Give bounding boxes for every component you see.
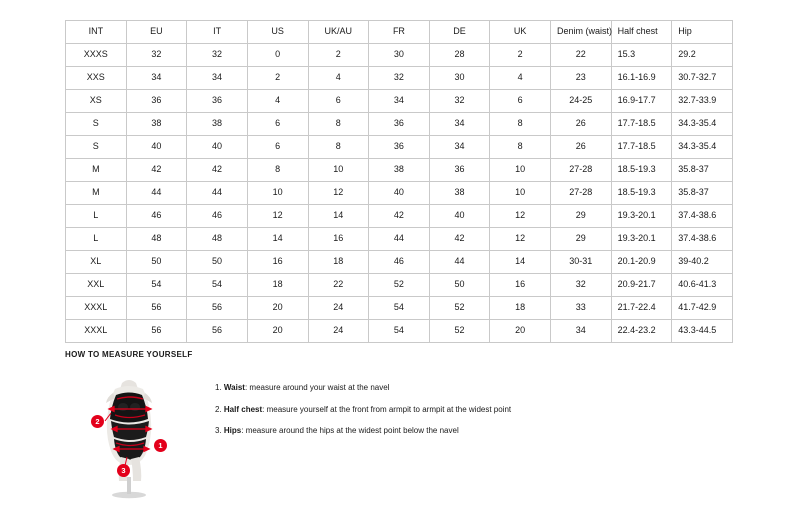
measure-instructions — [215, 369, 511, 448]
cell-uk-au: 22 — [308, 274, 369, 297]
cell-hip: 37.4-38.6 — [672, 205, 733, 228]
cell-de: 34 — [429, 136, 490, 159]
table-header — [66, 21, 733, 44]
cell-half-chest: 19.3-20.1 — [611, 205, 672, 228]
column-header-half-chest: Half chest — [611, 21, 672, 44]
cell-denim-waist: 23 — [551, 67, 612, 90]
cell-half-chest: 15.3 — [611, 44, 672, 67]
cell-hip: 35.8-37 — [672, 159, 733, 182]
cell-eu: 46 — [126, 205, 187, 228]
cell-denim-waist: 32 — [551, 274, 612, 297]
cell-it: 46 — [187, 205, 248, 228]
cell-de: 30 — [429, 67, 490, 90]
cell-eu: 44 — [126, 182, 187, 205]
cell-denim-waist: 24-25 — [551, 90, 612, 113]
cell-uk: 16 — [490, 274, 551, 297]
table-row — [66, 90, 733, 113]
callout-badge-3: 3 — [117, 464, 130, 477]
cell-uk-au: 24 — [308, 297, 369, 320]
cell-it: 32 — [187, 44, 248, 67]
cell-uk: 14 — [490, 251, 551, 274]
table-row — [66, 274, 733, 297]
cell-hip: 34.3-35.4 — [672, 113, 733, 136]
instruction-hips — [215, 426, 511, 436]
table-row — [66, 205, 733, 228]
cell-de: 42 — [429, 228, 490, 251]
cell-de: 44 — [429, 251, 490, 274]
cell-uk-au: 16 — [308, 228, 369, 251]
cell-hip: 35.8-37 — [672, 182, 733, 205]
cell-uk: 4 — [490, 67, 551, 90]
instruction-waist-text: : measure around your waist at the navel — [244, 383, 390, 392]
cell-us: 20 — [247, 297, 308, 320]
cell-half-chest: 22.4-23.2 — [611, 320, 672, 343]
cell-denim-waist: 34 — [551, 320, 612, 343]
cell-it: 34 — [187, 67, 248, 90]
cell-uk-au: 8 — [308, 113, 369, 136]
cell-de: 32 — [429, 90, 490, 113]
cell-it: 50 — [187, 251, 248, 274]
cell-eu: 56 — [126, 297, 187, 320]
column-header-denim-waist: Denim (waist) — [551, 21, 612, 44]
how-to-measure-section — [65, 350, 765, 499]
cell-denim-waist: 30-31 — [551, 251, 612, 274]
cell-uk: 10 — [490, 182, 551, 205]
table-header-row — [66, 21, 733, 44]
cell-half-chest: 17.7-18.5 — [611, 113, 672, 136]
how-to-measure-body — [65, 369, 765, 499]
cell-it: 44 — [187, 182, 248, 205]
cell-it: 40 — [187, 136, 248, 159]
cell-uk-au: 10 — [308, 159, 369, 182]
cell-uk-au: 6 — [308, 90, 369, 113]
cell-it: 56 — [187, 297, 248, 320]
cell-us: 0 — [247, 44, 308, 67]
cell-fr: 34 — [369, 90, 430, 113]
column-header-uk: UK — [490, 21, 551, 44]
cell-eu: 36 — [126, 90, 187, 113]
instruction-half-chest — [215, 405, 511, 415]
cell-de: 36 — [429, 159, 490, 182]
cell-it: 56 — [187, 320, 248, 343]
column-header-uk-au: UK/AU — [308, 21, 369, 44]
cell-eu: 54 — [126, 274, 187, 297]
cell-us: 4 — [247, 90, 308, 113]
cell-uk-au: 14 — [308, 205, 369, 228]
cell-hip: 41.7-42.9 — [672, 297, 733, 320]
instruction-hips-number: 3. — [215, 426, 224, 436]
column-header-eu: EU — [126, 21, 187, 44]
cell-int: XXXL — [66, 320, 127, 343]
cell-uk: 8 — [490, 113, 551, 136]
column-header-int: INT — [66, 21, 127, 44]
cell-it: 36 — [187, 90, 248, 113]
cell-denim-waist: 29 — [551, 228, 612, 251]
table-row — [66, 320, 733, 343]
cell-uk: 12 — [490, 228, 551, 251]
cell-uk-au: 18 — [308, 251, 369, 274]
cell-us: 20 — [247, 320, 308, 343]
instruction-hips-text: : measure around the hips at the widest point below the navel — [241, 426, 459, 436]
table-row — [66, 113, 733, 136]
column-header-de: DE — [429, 21, 490, 44]
cell-fr: 54 — [369, 320, 430, 343]
cell-int: M — [66, 159, 127, 182]
cell-int: S — [66, 113, 127, 136]
cell-denim-waist: 26 — [551, 136, 612, 159]
cell-de: 28 — [429, 44, 490, 67]
cell-de: 40 — [429, 205, 490, 228]
cell-fr: 38 — [369, 159, 430, 182]
cell-fr: 44 — [369, 228, 430, 251]
cell-fr: 42 — [369, 205, 430, 228]
instruction-waist-number: 1. — [215, 383, 224, 392]
cell-hip: 34.3-35.4 — [672, 136, 733, 159]
cell-hip: 29.2 — [672, 44, 733, 67]
instruction-half-chest-term: Half chest — [223, 404, 263, 414]
cell-fr: 30 — [369, 44, 430, 67]
callout-badge-2: 2 — [91, 415, 104, 428]
cell-hip: 43.3-44.5 — [672, 320, 733, 343]
cell-uk-au: 2 — [308, 44, 369, 67]
instruction-waist-term: Waist — [223, 383, 245, 392]
cell-hip: 30.7-32.7 — [672, 67, 733, 90]
cell-eu: 42 — [126, 159, 187, 182]
table-row — [66, 182, 733, 205]
mannequin-figure — [65, 369, 195, 499]
cell-half-chest: 18.5-19.3 — [611, 182, 672, 205]
cell-us: 6 — [247, 136, 308, 159]
cell-uk-au: 12 — [308, 182, 369, 205]
size-chart-table-container — [65, 20, 733, 343]
column-header-fr: FR — [369, 21, 430, 44]
column-header-us: US — [247, 21, 308, 44]
cell-it: 54 — [187, 274, 248, 297]
cell-eu: 48 — [126, 228, 187, 251]
cell-eu: 34 — [126, 67, 187, 90]
cell-it: 42 — [187, 159, 248, 182]
cell-denim-waist: 27-28 — [551, 159, 612, 182]
cell-de: 52 — [429, 297, 490, 320]
cell-eu: 50 — [126, 251, 187, 274]
column-header-hip: Hip — [672, 21, 733, 44]
instruction-half-chest-number: 2. — [215, 404, 224, 414]
table-row — [66, 251, 733, 274]
instruction-half-chest-text: : measure yourself at the front from armpit to armpit at the widest point — [262, 404, 512, 414]
cell-uk: 10 — [490, 159, 551, 182]
cell-it: 48 — [187, 228, 248, 251]
cell-uk: 20 — [490, 320, 551, 343]
cell-fr: 46 — [369, 251, 430, 274]
cell-fr: 54 — [369, 297, 430, 320]
cell-int: XXS — [66, 67, 127, 90]
cell-int: M — [66, 182, 127, 205]
cell-hip: 37.4-38.6 — [672, 228, 733, 251]
cell-int: XS — [66, 90, 127, 113]
cell-denim-waist: 33 — [551, 297, 612, 320]
table-row — [66, 228, 733, 251]
cell-it: 38 — [187, 113, 248, 136]
cell-half-chest: 21.7-22.4 — [611, 297, 672, 320]
cell-hip: 39-40.2 — [672, 251, 733, 274]
cell-eu: 32 — [126, 44, 187, 67]
cell-de: 38 — [429, 182, 490, 205]
table-row — [66, 67, 733, 90]
how-to-measure-title: HOW TO MEASURE YOURSELF — [65, 350, 193, 359]
cell-us: 16 — [247, 251, 308, 274]
cell-us: 18 — [247, 274, 308, 297]
cell-int: L — [66, 228, 127, 251]
cell-uk-au: 24 — [308, 320, 369, 343]
cell-eu: 38 — [126, 113, 187, 136]
cell-uk-au: 8 — [308, 136, 369, 159]
cell-int: L — [66, 205, 127, 228]
mannequin-illustration-svg — [65, 369, 195, 499]
cell-fr: 36 — [369, 113, 430, 136]
cell-half-chest: 20.9-21.7 — [611, 274, 672, 297]
cell-us: 2 — [247, 67, 308, 90]
cell-denim-waist: 27-28 — [551, 182, 612, 205]
cell-fr: 36 — [369, 136, 430, 159]
cell-denim-waist: 22 — [551, 44, 612, 67]
table-row — [66, 159, 733, 182]
instruction-waist — [215, 383, 511, 393]
cell-fr: 40 — [369, 182, 430, 205]
cell-uk-au: 4 — [308, 67, 369, 90]
callout-badge-1: 1 — [154, 439, 167, 452]
cell-us: 12 — [247, 205, 308, 228]
column-header-it: IT — [187, 21, 248, 44]
cell-uk: 6 — [490, 90, 551, 113]
cell-half-chest: 19.3-20.1 — [611, 228, 672, 251]
cell-half-chest: 16.1-16.9 — [611, 67, 672, 90]
cell-eu: 56 — [126, 320, 187, 343]
cell-uk: 2 — [490, 44, 551, 67]
cell-de: 50 — [429, 274, 490, 297]
cell-int: XXXS — [66, 44, 127, 67]
cell-half-chest: 17.7-18.5 — [611, 136, 672, 159]
cell-hip: 32.7-33.9 — [672, 90, 733, 113]
instruction-hips-term: Hips — [223, 426, 242, 436]
cell-fr: 52 — [369, 274, 430, 297]
cell-uk: 8 — [490, 136, 551, 159]
cell-us: 6 — [247, 113, 308, 136]
cell-de: 34 — [429, 113, 490, 136]
cell-int: S — [66, 136, 127, 159]
cell-denim-waist: 26 — [551, 113, 612, 136]
table-body — [66, 44, 733, 343]
cell-us: 14 — [247, 228, 308, 251]
cell-int: XXL — [66, 274, 127, 297]
cell-eu: 40 — [126, 136, 187, 159]
cell-denim-waist: 29 — [551, 205, 612, 228]
cell-de: 52 — [429, 320, 490, 343]
cell-fr: 32 — [369, 67, 430, 90]
cell-us: 8 — [247, 159, 308, 182]
cell-us: 10 — [247, 182, 308, 205]
size-chart-table — [65, 20, 733, 343]
cell-int: XL — [66, 251, 127, 274]
cell-uk: 18 — [490, 297, 551, 320]
cell-half-chest: 20.1-20.9 — [611, 251, 672, 274]
table-row — [66, 136, 733, 159]
cell-uk: 12 — [490, 205, 551, 228]
cell-half-chest: 18.5-19.3 — [611, 159, 672, 182]
table-row — [66, 297, 733, 320]
cell-half-chest: 16.9-17.7 — [611, 90, 672, 113]
cell-int: XXXL — [66, 297, 127, 320]
table-row — [66, 44, 733, 67]
cell-hip: 40.6-41.3 — [672, 274, 733, 297]
